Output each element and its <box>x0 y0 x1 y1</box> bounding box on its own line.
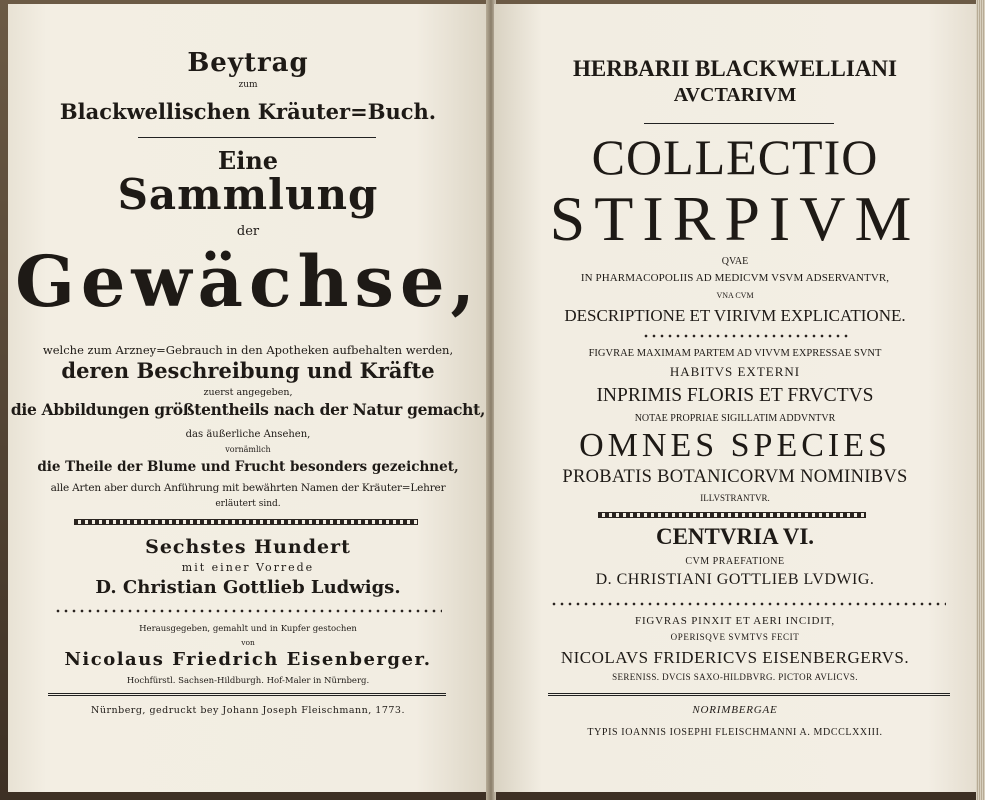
left-herausgegeben: Herausgegeben, gemahlt und in Kupfer gestochen <box>139 624 357 634</box>
left-zum: zum <box>238 80 258 90</box>
right-herbarii: HERBARII BLACKWELLIANI <box>573 56 897 81</box>
right-centuria: CENTVRIA VI. <box>655 524 815 549</box>
left-eine: Eine <box>217 146 279 175</box>
right-cum-praefatione: CVM PRAEFATIONE <box>685 556 785 567</box>
right-auctarium: AVCTARIVM <box>673 84 797 106</box>
right-collectio: COLLECTIO <box>591 129 879 185</box>
right-typis: TYPIS IOANNIS IOSEPHI FLEISCHMANNI A. MDCCLXXIII. <box>587 727 883 738</box>
left-sechstes-hundert: Sechstes Hundert <box>145 536 351 558</box>
right-omnes-species: OMNES SPECIES <box>579 427 891 464</box>
left-nicolaus-eisenberger: Nicolaus Friedrich Eisenberger. <box>64 649 432 670</box>
right-habitus: HABITVS EXTERNI <box>669 364 801 379</box>
left-deren-beschreibung: deren Beschreibung und Kräfte <box>61 358 435 383</box>
right-dotted-rule-1 <box>642 334 848 338</box>
left-dotted-rule <box>54 609 442 613</box>
left-hof-maler: Hochfürstl. Sachsen-Hildburgh. Hof-Maler in Nürnberg. <box>126 676 370 686</box>
left-christian-ludwigs: D. Christian Gottlieb Ludwigs. <box>95 577 401 598</box>
left-page <box>8 4 488 792</box>
left-abbildungen: die Abbildungen größtentheils nach der Natur gemacht, <box>10 400 486 419</box>
right-una-cum: VNA CVM <box>716 291 754 300</box>
left-der: der <box>236 224 260 239</box>
right-christiani-ludwig: D. CHRISTIANI GOTTLIEB LVDWIG. <box>595 571 875 588</box>
left-kraeuter-buch: Blackwellischen Kräuter=Buch. <box>59 99 437 124</box>
right-sereniss: SERENISS. DVCIS SAXO-HILDBVRG. PICTOR AVLICVS. <box>612 672 858 682</box>
left-zuerst-angegeben: zuerst angegeben, <box>203 387 293 398</box>
right-stirpium: STIRPIVM <box>549 183 921 254</box>
left-von: von <box>241 638 255 647</box>
left-imprint: Nürnberg, gedruckt bey Johann Joseph Fleischmann, 1773. <box>91 705 405 716</box>
right-notae-propriae: NOTAE PROPRIAE SIGILLATIM ADDVNTVR <box>634 413 836 424</box>
right-operisque: OPERISQVE SVMTVS FECIT <box>670 632 800 642</box>
left-welche-zum: welche zum Arzney=Gebrauch in den Apotheken aufbehalten werden, <box>42 343 454 357</box>
left-rule-2 <box>48 693 446 696</box>
right-figuras-pinxit: FIGVRAS PINXIT ET AERI INCIDIT, <box>635 615 835 627</box>
right-inprimis: INPRIMIS FLORIS ET FRVCTVS <box>596 385 874 406</box>
right-dotted-rule-2 <box>550 602 946 606</box>
left-ornament-1 <box>74 519 418 525</box>
left-title-beytrag: Beytrag <box>187 48 309 78</box>
right-norimbergae: NORIMBERGAE <box>692 704 778 716</box>
right-descriptione: DESCRIPTIONE ET VIRIVM EXPLICATIONE. <box>564 306 906 325</box>
left-aeusserliche: das äußerliche Ansehen, <box>185 429 311 440</box>
page-edges <box>976 0 985 800</box>
left-gewaechse: Gewächse, <box>15 240 481 323</box>
left-sammlung: Sammlung <box>117 170 379 219</box>
left-erlaeutert: erläutert sind. <box>215 499 281 509</box>
left-rule-1 <box>138 137 376 138</box>
right-probatis: PROBATIS BOTANICORVM NOMINIBVS <box>562 467 908 487</box>
right-figurae: FIGVRAE MAXIMAM PARTEM AD VIVVM EXPRESSAE SVNT <box>588 348 882 359</box>
left-alle-arten: alle Arten aber durch Anführung mit bewährten Namen der Kräuter=Lehrer <box>50 482 446 494</box>
left-theile-der-blume: die Theile der Blume und Frucht besonders gezeichnet, <box>37 459 459 475</box>
right-rule-2 <box>548 693 950 696</box>
right-page <box>494 4 976 792</box>
left-mit-einer-vorrede: mit einer Vorrede <box>181 561 315 574</box>
left-vornaemlich: vornämlich <box>225 445 271 454</box>
right-nicolaus-eisenbergerus: NICOLAVS FRIDERICVS EISENBERGERVS. <box>560 648 910 667</box>
right-in-pharmacopoliis: IN PHARMACOPOLIIS AD MEDICVM VSVM ADSERVANTVR, <box>580 272 890 284</box>
right-rule-1 <box>644 123 834 124</box>
right-quae: QVAE <box>721 256 749 267</box>
right-illustrantur: ILLVSTRANTVR. <box>700 493 770 503</box>
right-ornament-1 <box>598 512 866 518</box>
